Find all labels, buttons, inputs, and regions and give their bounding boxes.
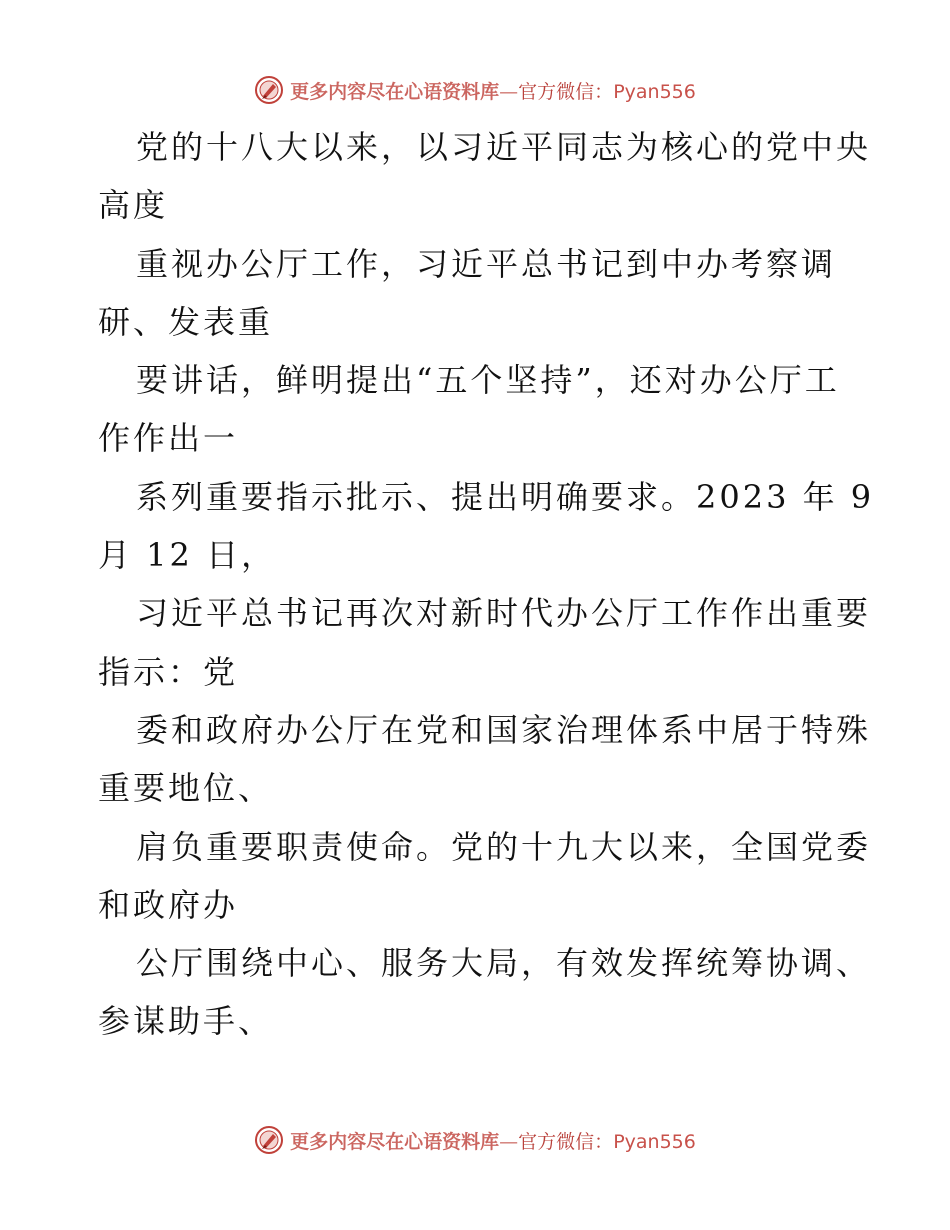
pen-nib-logo-icon	[254, 1125, 284, 1155]
paragraph-line-rest: 参谋助手、	[98, 1002, 274, 1041]
paragraph-line-first: 委和政府办公厅在党和国家治理体系中居于特殊	[136, 710, 872, 749]
paragraph	[98, 584, 872, 701]
paragraph	[98, 235, 858, 352]
paragraph-line-rest: 研、发表重	[98, 302, 274, 341]
paragraph-line-rest: 指示：党	[98, 652, 239, 691]
footer-banner	[0, 1120, 950, 1160]
pen-nib-logo-icon	[254, 75, 284, 105]
header-brand: 更多内容尽在心语资料库	[290, 80, 500, 103]
paragraph-line-rest: 重要地位、	[98, 769, 274, 808]
paragraph	[98, 701, 872, 818]
header-label: 官方微信：	[518, 80, 614, 103]
paragraph-line-first: 党的十八大以来，以习近平同志为核心的党中央	[136, 128, 872, 166]
paragraph	[98, 351, 858, 468]
header-banner	[0, 70, 950, 110]
paragraph-line-rest: 高度	[98, 186, 169, 225]
header-separator: —	[499, 80, 519, 103]
paragraph-line-rest: 月 12 日，	[98, 536, 277, 575]
footer-separator: —	[499, 1130, 519, 1153]
paragraph-line-rest: 作作出一	[98, 419, 239, 458]
paragraph-line-first: 要讲话，鲜明提出“五个坚持”，还对办公厅工	[136, 361, 840, 400]
footer-handle: Pyan556	[613, 1130, 696, 1153]
paragraph	[98, 818, 872, 935]
paragraph-line-first: 重视办公厅工作，习近平总书记到中办考察调	[136, 244, 837, 283]
paragraph-line-first: 习近平总书记再次对新时代办公厅工作作出重要	[136, 594, 872, 633]
footer-label: 官方微信：	[518, 1130, 614, 1153]
paragraph	[98, 468, 875, 585]
paragraph-line-rest: 和政府办	[98, 885, 239, 924]
paragraph	[98, 118, 872, 235]
document-body	[98, 118, 875, 1051]
paragraph-line-first: 公厅围绕中心、服务大局，有效发挥统筹协调、	[136, 944, 872, 983]
paragraph-line-first: 系列重要指示批示、提出明确要求。2023 年 9	[136, 477, 875, 516]
header-handle: Pyan556	[613, 80, 696, 103]
paragraph-line-first: 肩负重要职责使命。党的十九大以来，全国党委	[136, 827, 872, 866]
header-watermark-text	[290, 77, 696, 104]
footer-brand: 更多内容尽在心语资料库	[290, 1130, 500, 1153]
paragraph	[98, 934, 872, 1051]
footer-watermark-text	[290, 1127, 696, 1154]
